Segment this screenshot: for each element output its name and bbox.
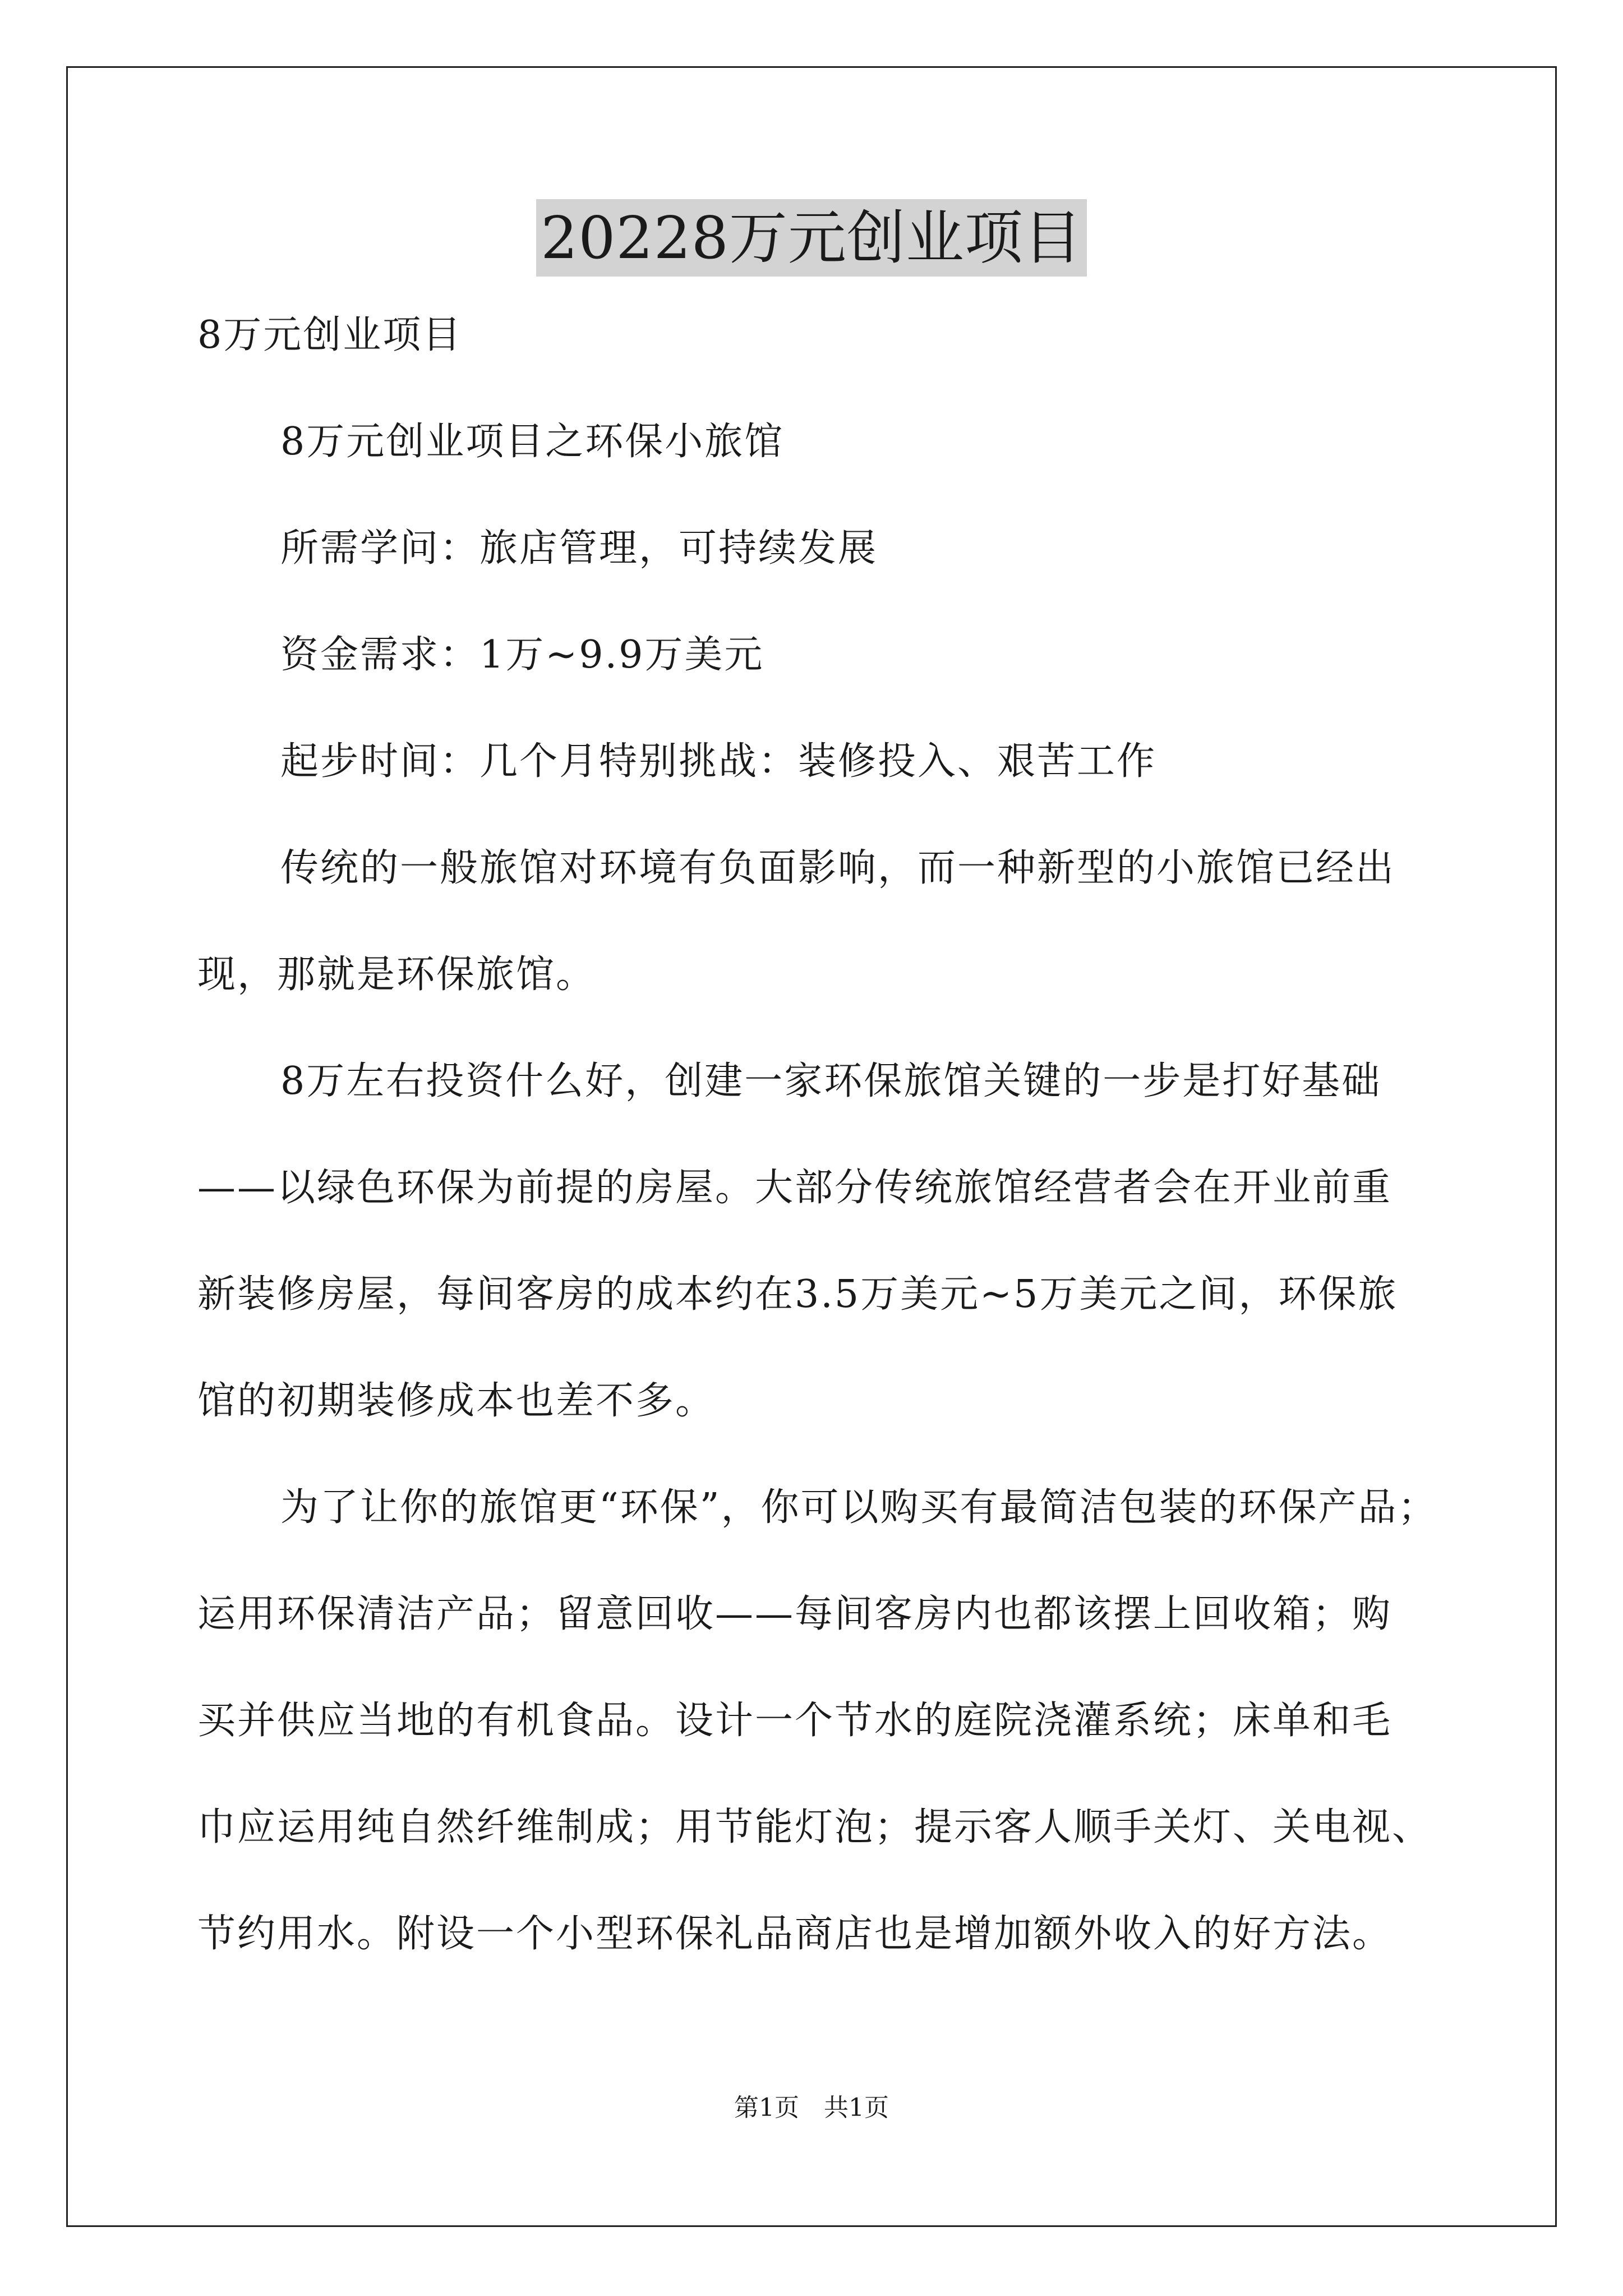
- paragraph-line: 8万左右投资什么好，创建一家环保旅馆关键的一步是打好基础: [280, 1059, 1382, 1103]
- paragraph-line: 新装修房屋，每间客房的成本约在3.5万美元~5万美元之间，环保旅: [197, 1272, 1398, 1317]
- paragraph-line: 资金需求：1万~9.9万美元: [280, 633, 764, 677]
- document-title: 20228万元创业项目: [536, 199, 1087, 277]
- paragraph-line: 所需学问：旅店管理，可持续发展: [280, 526, 878, 570]
- page-footer: 第1页 共1页: [734, 2093, 889, 2122]
- paragraph-line: 起步时间：几个月特别挑战：装修投入、艰苦工作: [280, 739, 1157, 784]
- paragraph-line: ——以绿色环保为前提的房屋。大部分传统旅馆经营者会在开业前重: [197, 1166, 1393, 1210]
- paragraph-line: 传统的一般旅馆对环境有负面影响，而一种新型的小旅馆已经出: [280, 846, 1396, 890]
- paragraph-line: 节约用水。附设一个小型环保礼品商店也是增加额外收入的好方法。: [197, 1912, 1393, 1956]
- title-container: [0, 199, 1623, 277]
- paragraph-line: 现，那就是环保旅馆。: [197, 953, 596, 997]
- paragraph-line: 为了让你的旅馆更“环保”，你可以购买有最简洁包装的环保产品；: [280, 1485, 1438, 1530]
- paragraph-line: 巾应运用纯自然纤维制成；用节能灯泡；提示客人顺手关灯、关电视、: [197, 1805, 1432, 1849]
- paragraph-line: 运用环保清洁产品；留意回收——每间客房内也都该摆上回收箱；购: [197, 1592, 1393, 1636]
- paragraph-line: 8万元创业项目: [197, 313, 463, 357]
- paragraph-line: 馆的初期装修成本也差不多。: [197, 1379, 716, 1423]
- paragraph-line: 8万元创业项目之环保小旅馆: [280, 420, 785, 464]
- paragraph-line: 买并供应当地的有机食品。设计一个节水的庭院浇灌系统；床单和毛: [197, 1699, 1393, 1743]
- page-border: [66, 66, 1557, 2227]
